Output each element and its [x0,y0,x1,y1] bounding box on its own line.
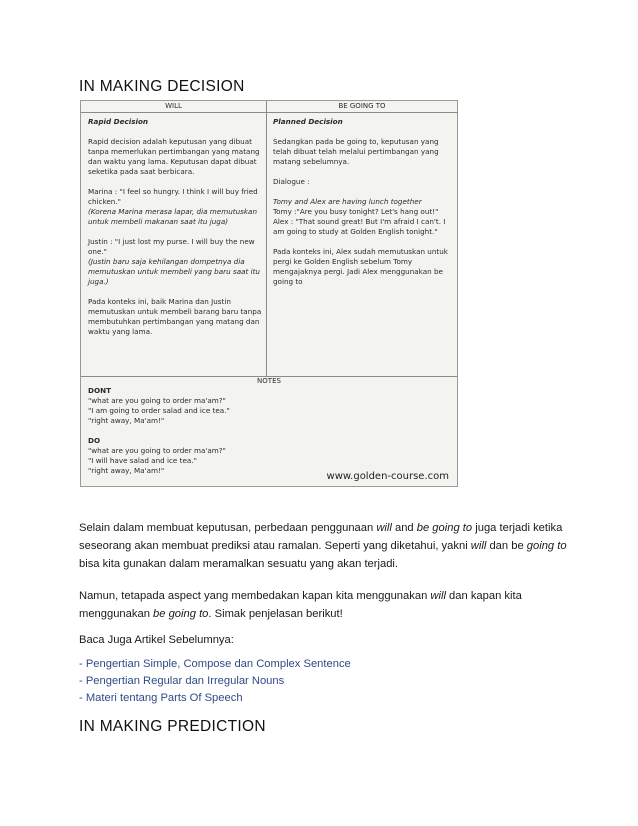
example-marina: Marina : "I feel so hungry. I think I will buy fried chicken." [88,187,258,206]
do-line: "right away, Ma'am!" [88,466,165,475]
rapid-decision-title: Rapid Decision [88,117,149,126]
website-watermark: www.golden-course.com [326,471,449,482]
link-sentence-types[interactable]: - Pengertian Simple, Compose dan Complex Sentence [79,658,351,670]
column-header-will: WILL [81,101,267,113]
text-run: dan be [486,540,527,552]
dont-line: "what are you going to order ma'am?" [88,396,226,405]
column-header-going-to: BE GOING TO [266,101,458,113]
dont-label: DONT [88,386,111,395]
example-justin: Justin : "I just lost my purse. I will buy the new one." [88,237,255,256]
text-run-italic: will [470,540,487,552]
text-run: Namun, tetapada aspect yang membedakan kapan kita menggunakan [79,590,431,602]
dialogue-label: Dialogue : [273,177,310,186]
planned-decision-title: Planned Decision [273,117,343,126]
text-run-italic: will [376,522,392,534]
text-run: and [391,522,417,534]
text-run: Selain dalam membuat keputusan, perbedaan penggunaan [79,522,377,534]
column-divider [266,112,267,376]
dialogue-line-tomy: Tomy :"Are you busy tonight? Let's hang out!" [273,207,439,216]
do-line: "what are you going to order ma'am?" [88,446,226,455]
dont-line: "right away, Ma'am!" [88,416,165,425]
dialogue-intro: Tomy and Alex are having lunch together [273,197,422,206]
text-run-italic: be going to [416,522,473,534]
will-column [88,117,263,347]
text-run-italic: will [430,590,446,602]
notes-section [88,386,448,476]
rapid-decision-summary: Pada konteks ini, baik Marina dan Justin memutuskan untuk membeli barang baru tanpa membutuhkan pertimbangan yang matang dan waktu yang lama. [88,297,262,336]
rapid-decision-desc: Rapid decision adalah keputusan yang dibuat tanpa memerlukan pertimbangan yang matang dan waktu yang lama. Keputusan dapat dibuat seketika pada saat berbicara. [88,137,260,176]
text-run: bisa kita gunakan dalam meramalkan sesuatu yang akan terjadi. [79,558,399,570]
planned-decision-summary: Pada konteks ini, Alex sudah memutuskan untuk pergi ke Golden English sebelum Tomy mengajaknya pergi. Jadi Alex menggunakan be going to [273,247,448,286]
text-run: dan kapan kita menggunakan [79,590,522,620]
notes-label: NOTES [257,377,281,385]
going-to-column [273,117,453,297]
dont-line: "I am going to order salad and ice tea." [88,406,230,415]
do-label: DO [88,436,101,445]
link-regular-irregular-nouns[interactable]: - Pengertian Regular dan Irregular Nouns [79,675,285,687]
dialogue-line-alex: Alex : "That sound great! But I'm afraid I can't. I am going to study at Golden English tonight." [273,217,446,236]
example-justin-translation: (Justin baru saja kehilangan dompetnya dia memutuskan untuk membeli yang baru saat itu juga.) [88,257,260,286]
section-heading-prediction: IN MAKING PREDICTION [79,718,266,735]
paragraph-prediction-intro [79,519,569,573]
example-marina-translation: (Korena Marina merasa lapar, dia memutuskan untuk membeli makanan saat itu juga) [88,207,257,226]
section-heading-decision: IN MAKING DECISION [79,78,245,95]
text-run-italic: going to [526,540,567,552]
link-parts-of-speech[interactable]: - Materi tentang Parts Of Speech [79,692,243,704]
do-line: "I will have salad and ice tea." [88,456,197,465]
planned-decision-desc: Sedangkan pada be going to, keputusan yang telah dibuat telah melalui pertimbangan yang matang sebelumnya. [273,137,439,166]
will-vs-going-to-figure [80,100,458,487]
paragraph-aspect [79,587,569,623]
text-run-italic: be going to [153,608,209,620]
related-links [79,656,351,707]
text-run: . Simak penjelasan berikut! [208,608,343,620]
text-run: juga terjadi ketika seseorang akan membuat prediksi atau ramalan. Seperti yang diketahui, yakni [79,522,563,552]
read-also-label: Baca Juga Artikel Sebelumnya: [79,634,234,646]
